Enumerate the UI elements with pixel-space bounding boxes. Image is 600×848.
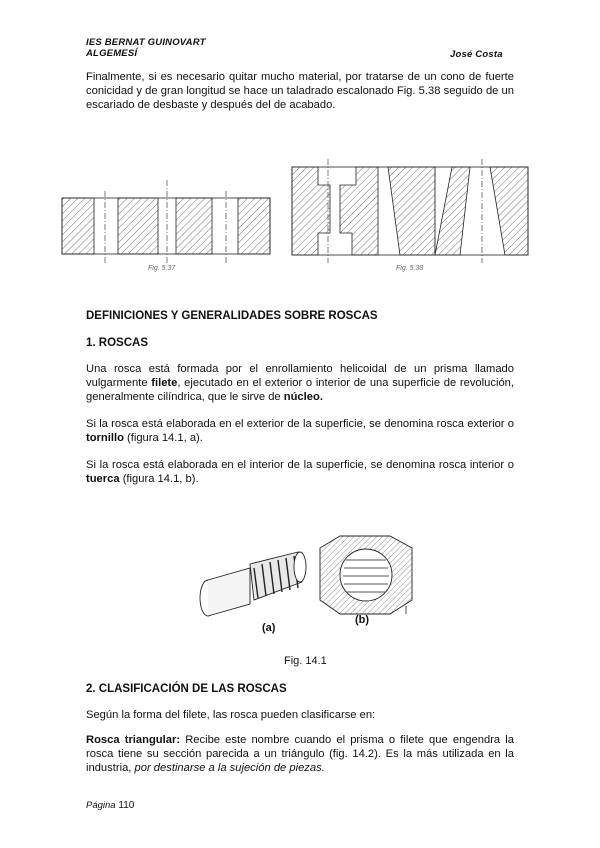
header-school: IES BERNAT GUINOVART — [86, 37, 206, 48]
section2-paragraph-1: Según la forma del filete, las rosca pueden clasificarse en: — [86, 709, 376, 721]
header-town: ALGEMESÍ — [86, 48, 138, 59]
figure-5-37-drawing — [62, 180, 270, 263]
section1-title: 1. ROSCAS — [86, 337, 148, 349]
figure-14-1-label-b: (b) — [355, 614, 370, 626]
section1-paragraph-2: Si la rosca está elaborada en el exterior de la superficie, se denomina rosca exterior o tornillo (figura 14.1, a). — [86, 418, 514, 445]
section2-title: 2. CLASIFICACIÓN DE LAS ROSCAS — [86, 683, 287, 695]
reaming-figures — [60, 145, 530, 285]
screw-drawing — [200, 552, 306, 616]
figure-14-1-caption: Fig. 14.1 — [284, 655, 327, 667]
figure-14-1-drawing — [180, 518, 420, 638]
section2-paragraph-2: Rosca triangular: Recibe este nombre cuando el prisma o filete que engendra la rosca tiene su sección parecida a un triángulo (fig. 14.2). Es la más utilizada en la industria, por destinarse a la sujeción de piezas. — [86, 734, 514, 775]
figure-5-38-drawing — [292, 159, 528, 263]
page-number: Página 110 — [86, 800, 135, 811]
figure-5-37-caption: Fig. 5.37 — [148, 265, 176, 272]
intro-paragraph: Finalmente, si es necesario quitar mucho material, por tratarse de un cono de fuerte conicidad y de gran longitud se hace un taladrado escalonado Fig. 5.38 seguido de un escariado de desbaste y después del de acabado. — [86, 71, 514, 112]
section1-paragraph-3: Si la rosca está elaborada en el interior de la superficie, se denomina rosca interior o tuerca (figura 14.1, b). — [86, 459, 514, 486]
section-title: DEFINICIONES Y GENERALIDADES SOBRE ROSCAS — [86, 310, 378, 322]
figure-14-1-label-a: (a) — [262, 622, 276, 634]
nut-drawing — [320, 536, 412, 614]
figure-5-38-caption: Fig. 5.38 — [396, 265, 424, 272]
header-author: José Costa — [450, 49, 503, 60]
section1-paragraph-1: Una rosca está formada por el enrollamiento helicoidal de un prisma llamado vulgarmente filete, ejecutado en el exterior o interior de una superficie de revolución, generalmente cilíndrica, que le sirve de núcleo. — [86, 363, 514, 404]
